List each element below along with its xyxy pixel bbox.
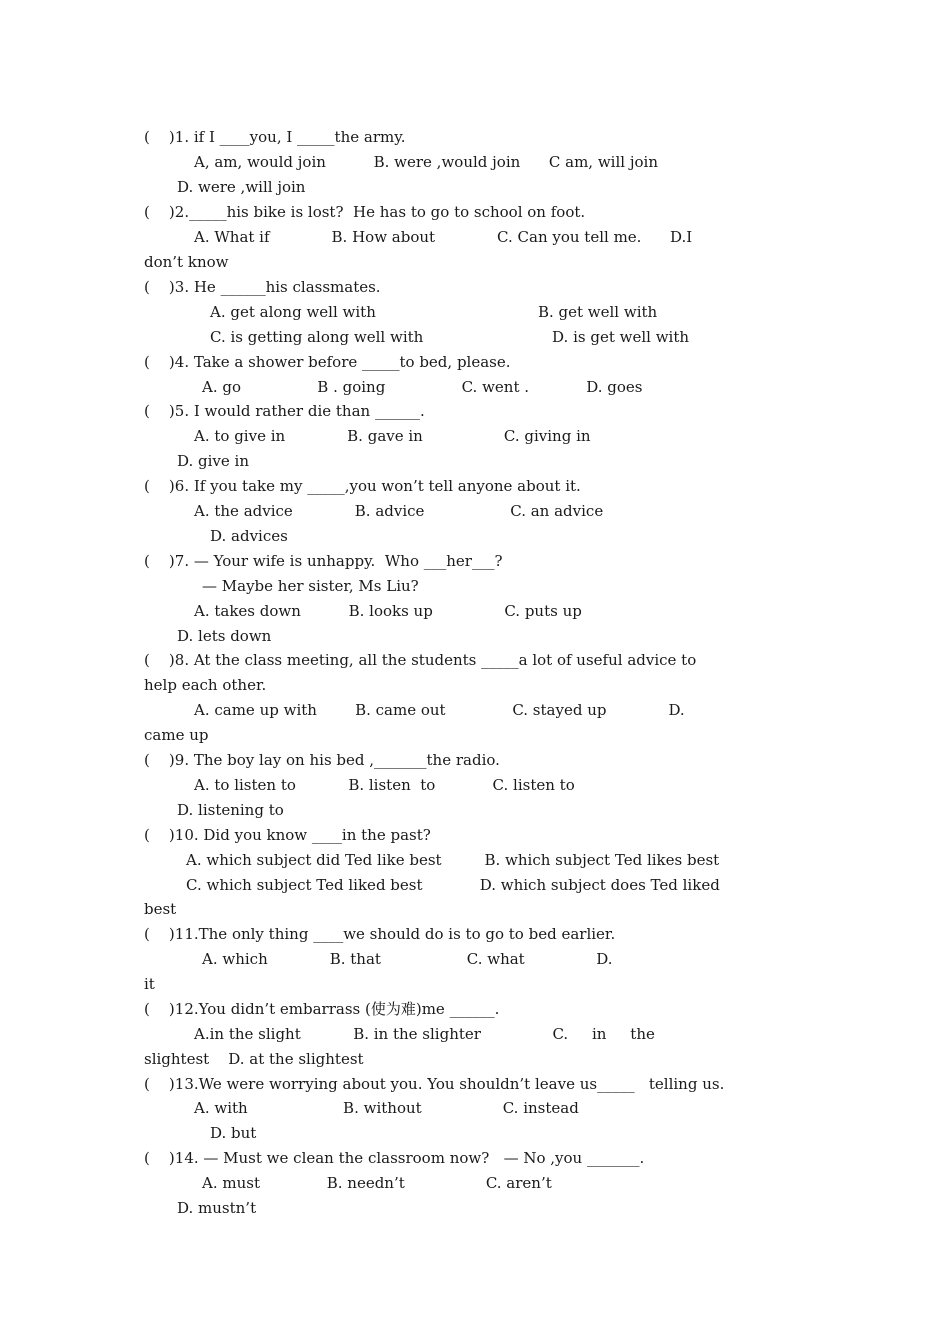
question-11-options-wrap: it xyxy=(144,975,155,993)
question-3-options-a-b: A. get along well with B. get well with xyxy=(210,303,658,321)
question-1: ( )1. if I ____you, I _____the army. xyxy=(144,128,406,146)
question-5-options-a-c: A. to give in B. gave in C. giving in xyxy=(194,427,591,445)
question-8-options-wrap: came up xyxy=(144,726,209,744)
question-9-option-d: D. listening to xyxy=(177,801,284,819)
question-3: ( )3. He ______his classmates. xyxy=(144,278,381,296)
question-6: ( )6. If you take my _____,you won’t tell anyone about it. xyxy=(144,477,581,495)
question-10-options-c-d: C. which subject Ted liked best D. which subject does Ted liked xyxy=(186,876,720,894)
question-2-options-wrap: don’t know xyxy=(144,253,229,271)
question-7-options-a-c: A. takes down B. looks up C. puts up xyxy=(194,602,582,620)
question-5-option-d: D. give in xyxy=(177,452,250,470)
question-5: ( )5. I would rather die than ______. xyxy=(144,402,425,420)
question-12-options: A.in the slight B. in the slighter C. in the xyxy=(194,1025,655,1043)
question-1-option-d: D. were ,will join xyxy=(177,178,306,196)
question-2: ( )2._____his bike is lost? He has to go to school on foot. xyxy=(144,203,586,221)
question-14-option-d: D. mustn’t xyxy=(177,1199,257,1217)
question-3-options-c-d: C. is getting along well with D. is get well with xyxy=(210,328,690,346)
question-2-options: A. What if B. How about C. Can you tell me. D.I xyxy=(194,228,693,246)
question-7: ( )7. — Your wife is unhappy. Who ___her___? xyxy=(144,552,503,570)
question-1-options-a-c: A, am, would join B. were ,would join C am, will join xyxy=(194,153,658,171)
question-14-options-a-c: A. must B. needn’t C. aren’t xyxy=(202,1174,552,1192)
question-8: ( )8. At the class meeting, all the students _____a lot of useful advice to xyxy=(144,651,697,669)
question-10-options-wrap: best xyxy=(144,900,177,918)
question-13-option-d: D. but xyxy=(210,1124,257,1142)
question-6-option-d: D. advices xyxy=(210,527,288,545)
question-10: ( )10. Did you know ____in the past? xyxy=(144,826,431,844)
question-4-options: A. go B . going C. went . D. goes xyxy=(202,378,643,396)
question-4: ( )4. Take a shower before _____to bed, please. xyxy=(144,353,511,371)
question-12: ( )12.You didn’t embarrass (使为难)me ______. xyxy=(144,1000,500,1018)
question-13: ( )13.We were worrying about you. You shouldn’t leave us_____ telling us. xyxy=(144,1075,725,1093)
question-11-options: A. which B. that C. what D. xyxy=(202,950,613,968)
question-6-options-a-c: A. the advice B. advice C. an advice xyxy=(194,502,604,520)
question-9-options-a-c: A. to listen to B. listen to C. listen to xyxy=(194,776,575,794)
question-11: ( )11.The only thing ____we should do is to go to bed earlier. xyxy=(144,925,616,943)
question-8-wrap: help each other. xyxy=(144,676,267,694)
question-7-option-d: D. lets down xyxy=(177,627,272,645)
question-13-options-a-c: A. with B. without C. instead xyxy=(194,1099,579,1117)
question-9: ( )9. The boy lay on his bed ,_______the radio. xyxy=(144,751,500,769)
question-12-options-wrap: slightest D. at the slightest xyxy=(144,1050,364,1068)
question-8-options: A. came up with B. came out C. stayed up D. xyxy=(194,701,685,719)
question-10-options-a-b: A. which subject did Ted like best B. which subject Ted likes best xyxy=(186,851,720,869)
question-14: ( )14. — Must we clean the classroom now? — No ,you _______. xyxy=(144,1149,645,1167)
question-7-dialogue: — Maybe her sister, Ms Liu? xyxy=(202,577,419,595)
